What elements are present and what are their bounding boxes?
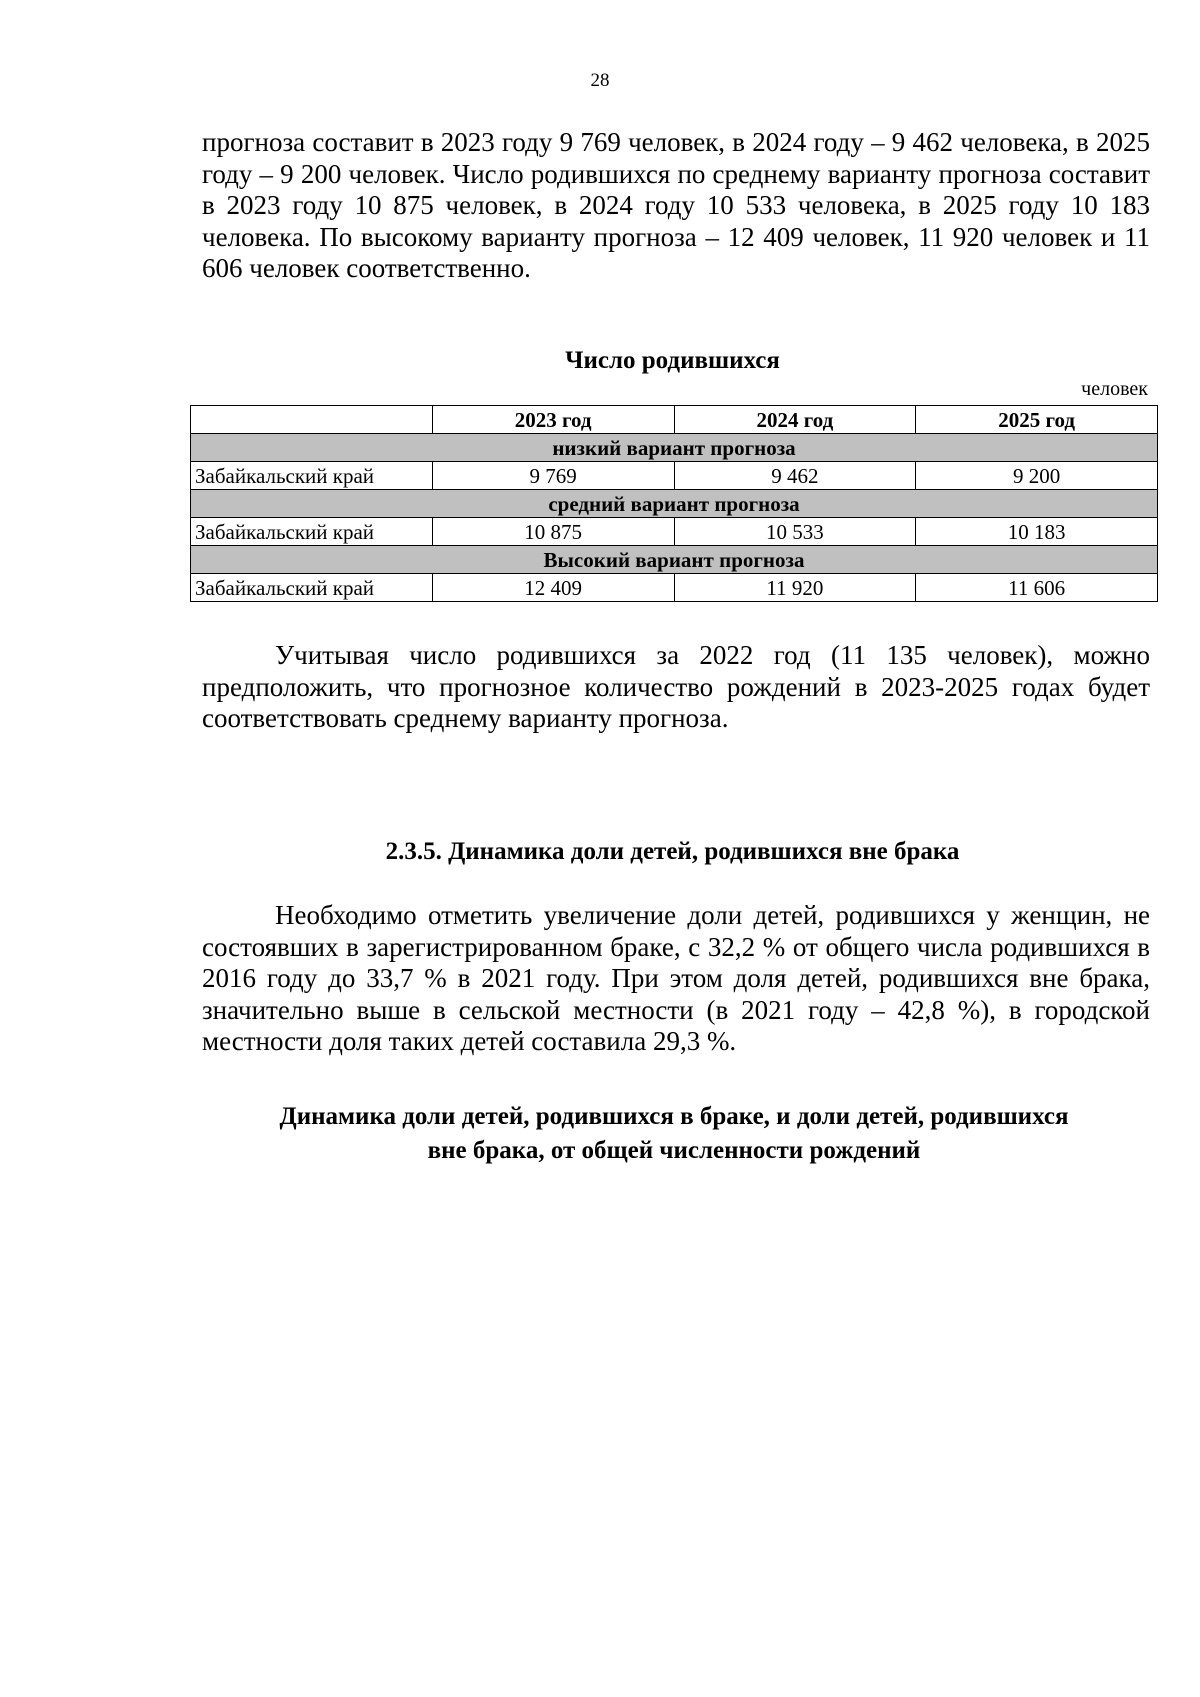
- region-cell: Забайкальский край: [191, 518, 433, 546]
- variant-row-low: [191, 434, 1158, 462]
- table-title: Число родившихся: [565, 347, 780, 374]
- variant-row-medium: [191, 490, 1158, 518]
- value-cell: 11 606: [916, 574, 1158, 602]
- value-cell: 10 533: [674, 518, 916, 546]
- region-cell: Забайкальский край: [191, 462, 433, 490]
- table-row: [191, 518, 1158, 546]
- variant-label: средний вариант прогноза: [191, 490, 1158, 518]
- table-header-row: [191, 406, 1158, 434]
- region-cell: Забайкальский край: [191, 574, 433, 602]
- table-header-cell: 2023 год: [432, 406, 674, 434]
- section-paragraph: Необходимо отметить увеличение доли детей, родившихся у женщин, не состоявших в зарегистрированном браке, с 32,2 % от общего числа родившихся в 2016 году до 33,7 % в 2021 году. При этом доля детей, родившихся вне брака, значительно выше в сельской местности (в 2021 году – 42,8 %), в городской местности доля таких детей составила 29,3 %.: [202, 900, 1150, 1056]
- value-cell: 12 409: [432, 574, 674, 602]
- value-cell: 9 200: [916, 462, 1158, 490]
- conclusion-paragraph: Учитывая число родившихся за 2022 год (11 135 человек), можно предположить, что прогнозное количество рождений в 2023-2025 годах будет соответствовать среднему варианту прогноза.: [202, 640, 1150, 733]
- section-heading: 2.3.5. Динамика доли детей, родившихся вне брака: [385, 838, 960, 865]
- intro-paragraph: прогноза составит в 2023 году 9 769 человек, в 2024 году – 9 462 человека, в 2025 году – 9 200 человек. Число родившихся по среднему варианту прогноза составит в 2023 году 10 875 человек, в 2024 году 10 533 человека, в 2025 году 10 183 человека. По высокому варианту прогноза – 12 409 человек, 11 920 человек и 11 606 человек соответственно.: [202, 127, 1150, 283]
- births-table: [190, 405, 1158, 602]
- value-cell: 9 462: [674, 462, 916, 490]
- variant-label: Высокий вариант прогноза: [191, 546, 1158, 574]
- value-cell: 11 920: [674, 574, 916, 602]
- variant-row-high: [191, 546, 1158, 574]
- table-header-cell: 2025 год: [916, 406, 1158, 434]
- table-header-cell: 2024 год: [674, 406, 916, 434]
- variant-label: низкий вариант прогноза: [191, 434, 1158, 462]
- chart-title-line-1: Динамика доли детей, родившихся в браке, и доли детей, родившихся: [279, 1103, 1069, 1130]
- table-row: [191, 574, 1158, 602]
- page-number: 28: [590, 70, 610, 91]
- table-unit-label: человек: [1081, 378, 1148, 400]
- value-cell: 9 769: [432, 462, 674, 490]
- chart-title-line-2: вне брака, от общей численности рождений: [427, 1137, 921, 1164]
- table-row: [191, 462, 1158, 490]
- table-header-cell: [191, 406, 433, 434]
- value-cell: 10 183: [916, 518, 1158, 546]
- value-cell: 10 875: [432, 518, 674, 546]
- chart-title: [190, 1100, 1158, 1168]
